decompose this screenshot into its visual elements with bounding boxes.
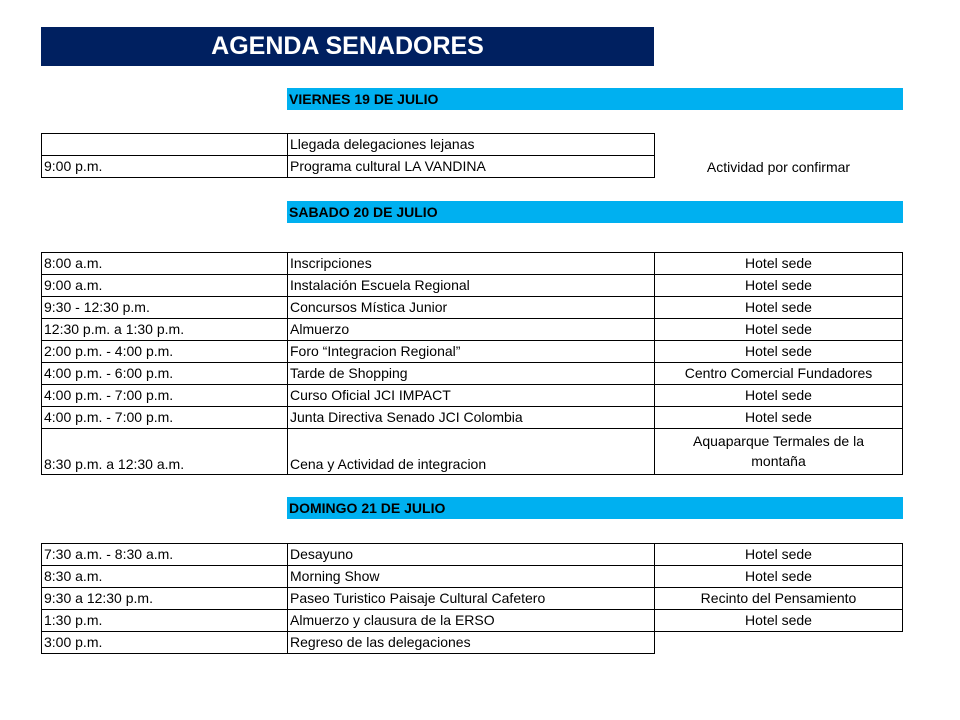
activity-cell: Inscripciones — [287, 252, 655, 275]
time-cell: 7:30 a.m. - 8:30 a.m. — [41, 543, 288, 566]
location-cell: Hotel sede — [654, 384, 903, 407]
location-cell: Hotel sede — [654, 274, 903, 297]
location-cell: Hotel sede — [654, 296, 903, 319]
activity-cell: Tarde de Shopping — [287, 362, 655, 385]
time-cell: 1:30 p.m. — [41, 609, 288, 632]
activity-cell: Llegada delegaciones lejanas — [287, 133, 655, 156]
location-cell: Hotel sede — [654, 340, 903, 363]
activity-cell: Foro “Integracion Regional” — [287, 340, 655, 363]
location-cell: Hotel sede — [654, 543, 903, 566]
location-cell: Hotel sede — [654, 252, 903, 275]
activity-cell: Morning Show — [287, 565, 655, 588]
time-cell: 2:00 p.m. - 4:00 p.m. — [41, 340, 288, 363]
activity-cell: Concursos Mística Junior — [287, 296, 655, 319]
day-header-sabado: SABADO 20 DE JULIO — [287, 201, 903, 223]
activity-cell: Almuerzo y clausura de la ERSO — [287, 609, 655, 632]
time-cell: 12:30 p.m. a 1:30 p.m. — [41, 318, 288, 341]
page-title: AGENDA SENADORES — [41, 27, 654, 66]
activity-cell: Almuerzo — [287, 318, 655, 341]
location-cell: Recinto del Pensamiento — [654, 587, 903, 610]
activity-cell: Regreso de las delegaciones — [287, 631, 655, 654]
time-cell — [41, 133, 288, 156]
location-cell: Centro Comercial Fundadores — [654, 362, 903, 385]
day-header-viernes: VIERNES 19 DE JULIO — [287, 88, 903, 110]
activity-cell: Instalación Escuela Regional — [287, 274, 655, 297]
time-cell: 4:00 p.m. - 7:00 p.m. — [41, 406, 288, 429]
activity-cell: Cena y Actividad de integracion — [287, 428, 655, 475]
time-cell: 8:00 a.m. — [41, 252, 288, 275]
time-cell: 3:00 p.m. — [41, 631, 288, 654]
time-cell: 4:00 p.m. - 7:00 p.m. — [41, 384, 288, 407]
time-cell: 8:30 a.m. — [41, 565, 288, 588]
time-cell: 4:00 p.m. - 6:00 p.m. — [41, 362, 288, 385]
activity-note: Actividad por confirmar — [706, 159, 851, 175]
activity-cell: Junta Directiva Senado JCI Colombia — [287, 406, 655, 429]
location-cell: Aquaparque Termales de la montaña — [654, 428, 903, 475]
activity-cell: Curso Oficial JCI IMPACT — [287, 384, 655, 407]
location-cell: Hotel sede — [654, 609, 903, 632]
location-cell: Hotel sede — [654, 565, 903, 588]
time-cell: 9:30 - 12:30 p.m. — [41, 296, 288, 319]
time-cell: 9:00 a.m. — [41, 274, 288, 297]
location-cell: Hotel sede — [654, 318, 903, 341]
day-header-domingo: DOMINGO 21 DE JULIO — [287, 497, 903, 519]
time-cell: 9:30 a 12:30 p.m. — [41, 587, 288, 610]
location-cell: Hotel sede — [654, 406, 903, 429]
time-cell: 8:30 p.m. a 12:30 a.m. — [41, 428, 288, 475]
activity-cell: Desayuno — [287, 543, 655, 566]
activity-cell: Paseo Turistico Paisaje Cultural Cafetero — [287, 587, 655, 610]
activity-cell: Programa cultural LA VANDINA — [287, 155, 655, 178]
time-cell: 9:00 p.m. — [41, 155, 288, 178]
